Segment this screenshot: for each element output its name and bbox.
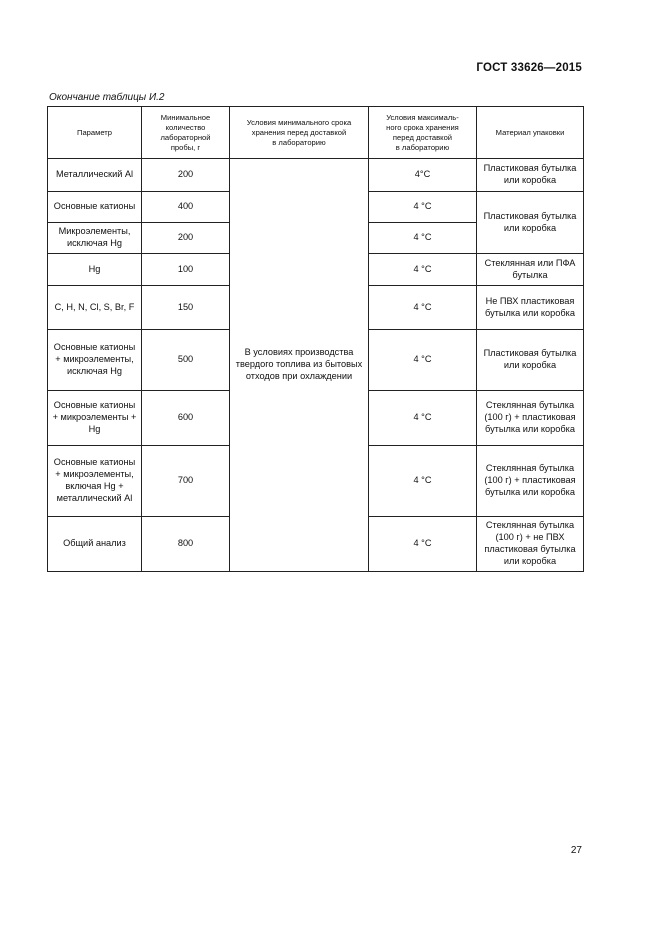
cell-parameter: Hg [48,254,142,286]
table-row [48,159,584,192]
cell-packaging: Пластиковая бутылка или коробка [477,330,584,391]
cell-parameter: Основные катионы + микроэлементы, включая Hg + металлический Al [48,446,142,517]
header-packaging: Материал упаковки [477,107,584,159]
cell-packaging: Стеклянная бутылка (100 г) + пластиковая бутылка или коробка [477,391,584,446]
cell-max-storage: 4 °C [369,391,477,446]
cell-parameter: Микроэлементы, исключая Hg [48,223,142,254]
cell-max-storage: 4 °C [369,192,477,223]
cell-parameter: С, Н, N, Cl, S, Br, F [48,286,142,330]
cell-parameter: Основные катионы [48,192,142,223]
header-min-storage: Условия минимального срока хранения перед доставкой в лабораторию [230,107,369,159]
cell-amount: 800 [142,517,230,572]
cell-parameter: Общий анализ [48,517,142,572]
table-caption: Окончание таблицы И.2 [49,92,165,103]
header-max-storage: Условия максималь- ного срока хранения перед доставкой в лабораторию [369,107,477,159]
cell-packaging: Стеклянная бутылка (100 г) + не ПВХ пластиковая бутылка или коробка [477,517,584,572]
page-number: 27 [570,845,582,856]
cell-amount: 400 [142,192,230,223]
cell-packaging: Стеклянная или ПФА бутылка [477,254,584,286]
header-min-amount: Минимальное количество лабораторной пробы, г [142,107,230,159]
cell-min-storage-merged: В условиях производства твердого топлива из бытовых отходов при охлаждении [230,159,369,572]
cell-max-storage: 4°C [369,159,477,192]
cell-max-storage: 4 °C [369,254,477,286]
cell-amount: 100 [142,254,230,286]
cell-amount: 500 [142,330,230,391]
header-parameter: Параметр [48,107,142,159]
table-header-row [48,107,584,159]
cell-parameter: Металлический Al [48,159,142,192]
cell-amount: 200 [142,159,230,192]
cell-amount: 600 [142,391,230,446]
cell-parameter: Основные катионы + микроэлементы + Hg [48,391,142,446]
cell-max-storage: 4 °C [369,446,477,517]
cell-max-storage: 4 °C [369,286,477,330]
cell-amount: 150 [142,286,230,330]
cell-packaging: Стеклянная бутылка (100 г) + пластиковая бутылка или коробка [477,446,584,517]
cell-packaging: Не ПВХ пластиковая бутылка или коробка [477,286,584,330]
document-code: ГОСТ 33626—2015 [476,62,582,74]
cell-max-storage: 4 °C [369,223,477,254]
storage-conditions-table [47,106,584,572]
cell-parameter: Основные катионы + микроэлементы, исключая Hg [48,330,142,391]
cell-amount: 700 [142,446,230,517]
cell-amount: 200 [142,223,230,254]
cell-packaging: Пластиковая бутылка или коробка [477,159,584,192]
cell-max-storage: 4 °C [369,517,477,572]
cell-packaging-merged: Пластиковая бутылка или коробка [477,192,584,254]
cell-max-storage: 4 °C [369,330,477,391]
